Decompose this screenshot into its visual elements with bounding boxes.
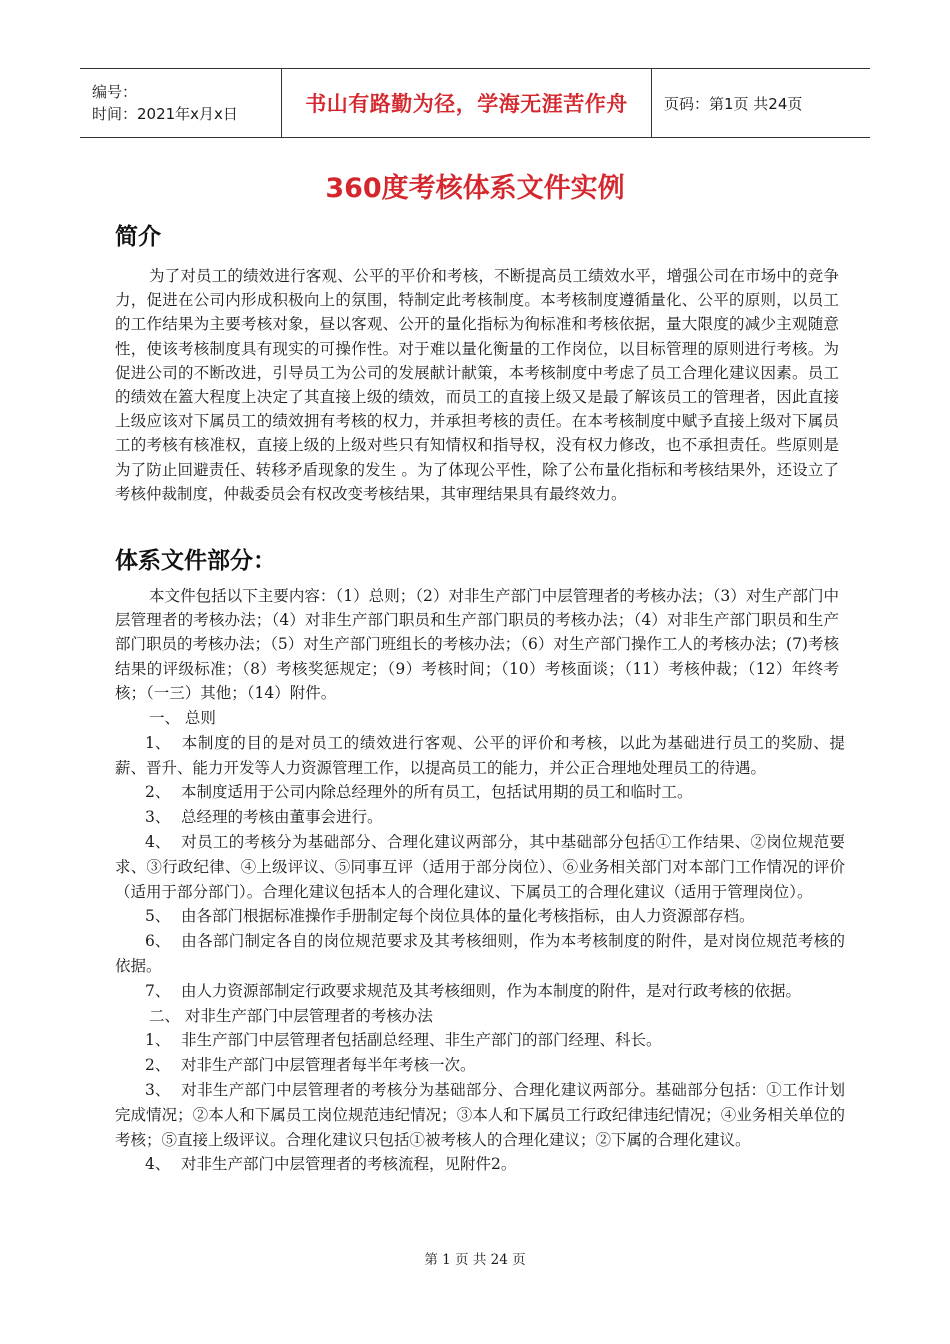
list-item [115,1152,845,1177]
item-number: 4、 [145,832,171,851]
nonprod-heading: 二、 对非生产部门中层管理者的考核办法 [149,1006,433,1025]
list-item [115,929,845,979]
list-item [115,1028,845,1053]
page-footer: 第 1 页 共 24 页 [424,1252,526,1268]
item-number: 4、 [145,1155,171,1174]
header-motto-cell [282,69,652,137]
system-heading: 体系文件部分： [115,548,276,574]
item-number: 1、 [145,733,171,752]
list-item [115,1053,845,1078]
document-body [115,706,845,1177]
intro-heading: 简介 [115,224,161,250]
item-text: 对非生产部门中层管理者的考核流程，见附件2。 [181,1155,517,1174]
item-text: 对非生产部门中层管理者的考核分为基础部分、合理化建议两部分。基础部分包括：①工作计划完成情况；②本人和下属员工岗位规范违纪情况；③本人和下属员工行政纪律违纪情况；④业务相关单位的考核；⑤直接上级评议。合理化建议只包括①被考核人的合理化建议；②下属的合理化建议。 [115,1080,845,1149]
intro-paragraph: 为了对员工的绩效进行客观、公平的平价和考核，不断提高员工绩效水平，增强公司在市场中的竞争力，促进在公司内形成积极向上的氛围，特制定此考核制度。本考核制度遵循量化、公平的原则，以员工的工作结果为主要考核对象，昼以客观、公开的量化指标为徇标准和考核依据，量大限度的减少主观随意性，使该考核制度具有现实的可操作性。对于难以量化衡量的工作岗位，以目标管理的原则进行考核。为促进公司的不断改进，引导员工为公司的发展献计献策，本考核制度中考虑了员工合理化建议因素。员工的绩效在篕大程度上决定了其直接上级的绩效，而员工的直接上级又是最了解该员工的管理者，因此直接上级应该对下属员工的绩效拥有考核的权力，并承担考核的责任。在本考核制度中赋予直接上级对下属员工的考核有核准权，直接上级的上级对些只有知情权和指导权，没有权力修改，也不承担责任。些原则是为了防止回避责任、转移矛盾现象的发生 。为了体现公平性，除了公布量化指标和考核结果外，还设立了考核仲裁制度，仲裁委员会有权改变考核结果，其审理结果具有最终效力。 [115,267,839,503]
item-number: 3、 [145,808,171,827]
item-number: 6、 [145,932,171,951]
list-item [115,780,845,805]
item-text: 对非生产部门中层管理者每半年考核一次。 [181,1056,476,1075]
item-number: 1、 [145,1031,171,1050]
list-item [115,731,845,781]
item-text: 本制度适用于公司内除总经理外的所有员工，包括试用期的员工和临时工。 [181,783,693,802]
item-number: 3、 [145,1080,171,1099]
motto-text: 书山有路勤为径，学海无涯苦作舟 [305,92,628,116]
contents-paragraph: 本文件包括以下主要内容：（1）总则；（2）对非生产部门中层管理者的考核办法；（3）对生产部门中层管理者的考核办法；（4）对非生产部门职员和生产部门职员的考核办法；（4）对非生产部门职员和生产部门职员的考核办法；（5）对生产部门班组长的考核办法；（6）对生产部门操作工人的考核办法；(7)考核结果的评级标准；（8）考核奖惩规定；（9）考核时间；（10）考核面谈；（11）考核仲裁；（12）年终考核；（一三）其他；（14）附件。 [115,587,839,702]
item-number: 2、 [145,1056,171,1075]
general-heading: 一、 总则 [149,709,216,727]
list-item [115,830,845,904]
item-text: 本制度的目的是对员工的绩效进行客观、公平的评价和考核，以此为基础进行员工的奖励、提薪、晋升、能力开发等人力资源管理工作，以提高员工的能力，并公正合理地处理员工的待遇。 [115,733,845,777]
header-left-cell [80,69,282,137]
item-text: 由人力资源部制定行政要求规范及其考核细则，作为本制度的附件，是对行政考核的依据。 [181,981,802,1000]
item-text: 总经理的考核由董事会进行。 [181,808,383,827]
page-info: 页码：第1页 共24页 [664,94,803,113]
list-item [115,979,845,1004]
item-text: 由各部门制定各自的岗位规范要求及其考核细则，作为本考核制度的附件，是对岗位规范考核的依据。 [115,932,845,975]
document-title: 360度考核体系文件实例 [325,173,625,204]
item-text: 由各部门根据标准操作手册制定每个岗位具体的量化考核指标，由人力资源部存档。 [181,907,755,926]
header-table [80,68,870,138]
item-number: 5、 [145,907,171,926]
item-text: 非生产部门中层管理者包括副总经理、非生产部门的部门经理、科长。 [181,1031,662,1050]
date-label: 时间：2021年x月x日 [92,105,238,123]
item-number: 2、 [145,783,171,802]
header-page-cell [652,69,870,137]
list-item [115,1078,845,1152]
list-item [115,904,845,929]
item-text: 对员工的考核分为基础部分、合理化建议两部分，其中基础部分包括①工作结果、②岗位规范要求、③行政纪律、④上级评议、⑤同事互评（适用于部分岗位）、⑥业务相关部门对本部门工作情况的评价（适用于部分部门）。合理化建议包括本人的合理化建议、下属员工的合理化建议（适用于管理岗位）。 [115,832,845,901]
item-number: 7、 [145,981,171,1000]
list-item [115,805,845,830]
number-label: 编号： [92,83,138,101]
